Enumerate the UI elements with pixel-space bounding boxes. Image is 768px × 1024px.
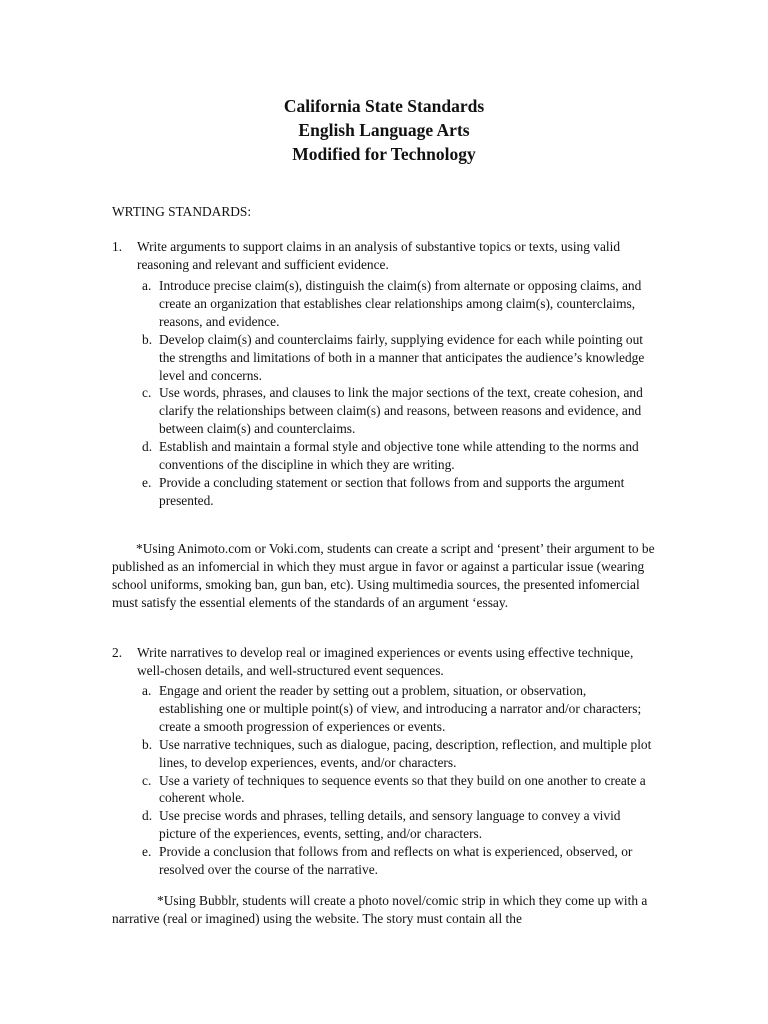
technology-note-2: *Using Bubblr, students will create a photo novel/comic strip in which they come up with a narrative (real or imagined) using the website. The story must contain all the [112,893,648,926]
standard-1-subitems [112,277,652,510]
standard-text: Write narratives to develop real or imagined experiences or events using effective technique, well-chosen details, and well-structured event sequences. [137,645,634,678]
item-text: Establish and maintain a formal style and objective tone while attending to the norms and conventions of the discipline in which they are writing. [159,439,639,473]
list-item [112,682,652,736]
list-item [112,736,652,772]
item-letter: d. [142,808,153,824]
item-letter: b. [142,331,153,347]
item-text: Develop claim(s) and counterclaims fairly, supplying evidence for each while pointing out the strengths and limitations of both in a manner that anticipates the audience’s knowledge level and concerns. [159,331,645,383]
standard-2-subitems [112,682,652,879]
item-letter: e. [142,844,152,860]
list-item [112,843,652,879]
list-item [112,331,652,385]
item-text: Provide a concluding statement or section that follows from and supports the argument presented. [159,474,625,508]
title-line-3: Modified for Technology [292,144,476,164]
item-letter: d. [142,439,153,455]
standard-2 [112,644,652,680]
item-text: Use precise words and phrases, telling details, and sensory language to convey a vivid picture of the experiences, events, setting, and/or characters. [159,808,621,842]
item-text: Use narrative techniques, such as dialogue, pacing, description, reflection, and multiple plot lines, to develop experiences, events, and/or characters. [159,736,652,770]
item-text: Use words, phrases, and clauses to link the major sections of the text, create cohesion, and clarify the relationships between claim(s) and reasons, between reasons and evidence, and between claim(s) and counterclaims. [159,385,643,437]
standard-number: 1. [112,239,123,254]
standard-text: Write arguments to support claims in an analysis of substantive topics or texts, using valid reasoning and relevant and sufficient evidence. [137,239,621,272]
item-letter: b. [142,736,153,752]
list-item [112,474,652,510]
item-text: Engage and orient the reader by setting out a problem, situation, or observation, establishing one or multiple point(s) of view, and introducing a narrator and/or characters; create a smooth progression of experiences or events. [159,683,642,734]
item-letter: a. [142,278,152,293]
title-line-2: English Language Arts [298,120,470,140]
list-item [112,807,652,843]
section-heading: WRTING STANDARDS: [112,204,252,219]
item-text: Introduce precise claim(s), distinguish the claim(s) from alternate or opposing claims, and create an organization that establishes clear relationships among claim(s), counterclaims, reasons, and evidence. [159,278,642,329]
item-letter: e. [142,474,152,490]
document-title [0,94,768,166]
standard-number: 2. [112,645,123,660]
item-text: Use a variety of techniques to sequence events so that they build on one another to create a coherent whole. [159,772,646,806]
list-item [112,438,652,474]
item-letter: a. [142,683,152,698]
standard-1 [112,238,652,274]
title-line-1: California State Standards [283,96,485,116]
item-letter: c. [142,385,152,401]
list-item [112,277,652,331]
item-text: Provide a conclusion that follows from and reflects on what is experienced, observed, or resolved over the course of the narrative. [159,844,633,878]
item-letter: c. [142,772,152,788]
list-item [112,772,652,808]
list-item [112,384,652,438]
technology-note-1: *Using Animoto.com or Voki.com, students can create a script and ‘present’ their argument to be published as an infomercial in which they must argue in favor or against a particular issue (wearing school uniforms, smoking ban, gun ban, etc). Using multimedia sources, the presented infomercial must satisfy the essential elements of the standards of an argument ‘essay. [112,541,655,610]
